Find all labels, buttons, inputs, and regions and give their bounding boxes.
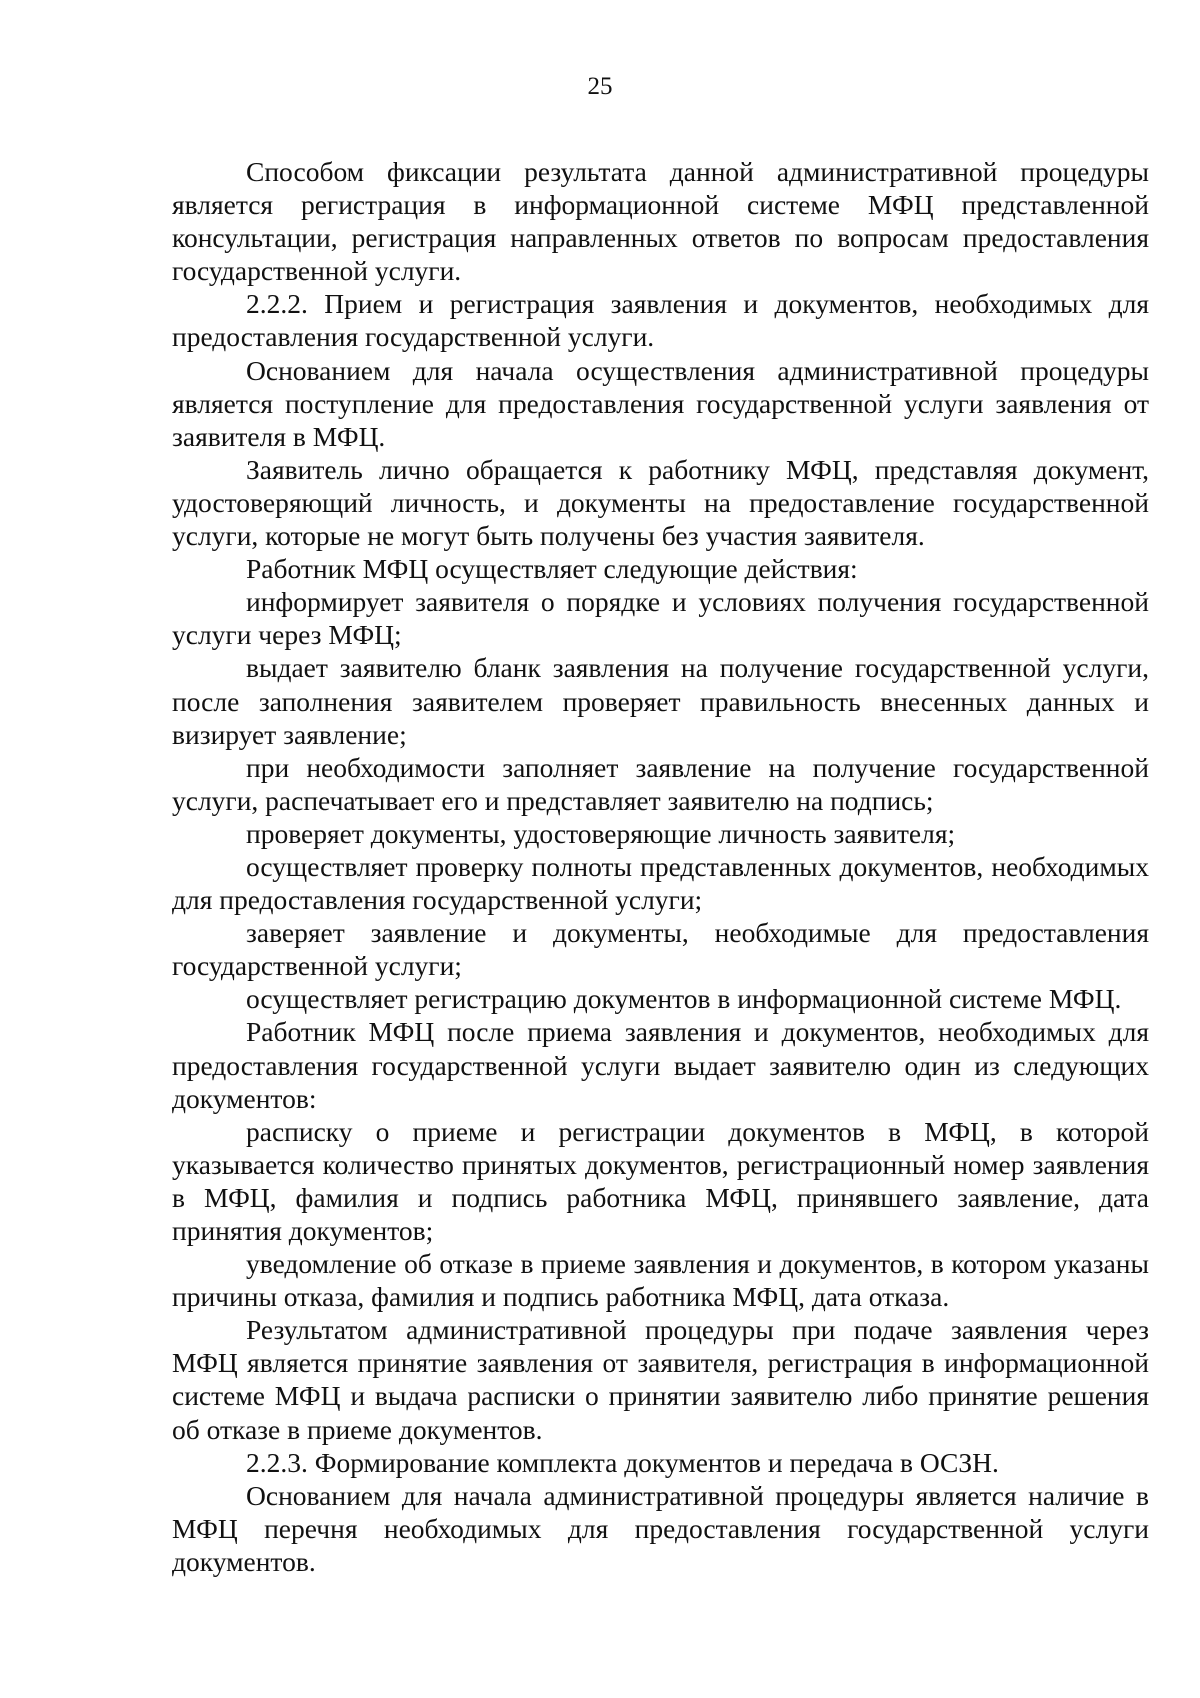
page-number: 25 [587, 73, 613, 100]
list-item: заверяет заявление и документы, необходимые для предоставления государственной услуги; [172, 917, 1149, 982]
paragraph: Способом фиксации результата данной административной процедуры является регистрация в информационной системе МФЦ представленной консультации, регистрация направленных ответов по вопросам предоставления государственной услуги. [172, 156, 1149, 287]
list-item: осуществляет проверку полноты представленных документов, необходимых для предоставления государственной услуги; [172, 850, 1149, 916]
list-item: осуществляет регистрацию документов в информационной системе МФЦ. [246, 983, 1122, 1015]
list-item: информирует заявителя о порядке и условиях получения государственной услуги через МФЦ; [172, 586, 1149, 651]
list-item: выдает заявителю бланк заявления на получение государственной услуги, после заполнения заявителем проверяет правильность внесенных данных и визирует заявление; [172, 652, 1149, 750]
document-body [172, 155, 1149, 1578]
paragraph: Заявитель лично обращается к работнику МФЦ, представляя документ, удостоверяющий личность, и документы на предоставление государственной услуги, которые не могут быть получены без участия заявителя. [172, 453, 1149, 552]
section-heading-2-2-2: 2.2.2. Прием и регистрация заявления и документов, необходимых для предоставления государственной услуги. [172, 288, 1149, 353]
paragraph: Основанием для начала осуществления административной процедуры является поступление для предоставления государственной услуги заявления от заявителя в МФЦ. [172, 354, 1149, 452]
list-item: проверяет документы, удостоверяющие личность заявителя; [246, 817, 956, 849]
paragraph: Основанием для начала административной процедуры является наличие в МФЦ перечня необходимых для предоставления государственной услуги документов. [172, 1479, 1149, 1577]
section-heading-2-2-3: 2.2.3. Формирование комплекта документов и передача в ОСЗН. [246, 1446, 999, 1478]
paragraph: Работник МФЦ осуществляет следующие действия: [246, 553, 858, 585]
list-item: уведомление об отказе в приеме заявления и документов, в котором указаны причины отказа, фамилия и подпись работника МФЦ, дата отказа. [172, 1248, 1149, 1313]
list-item: при необходимости заполняет заявление на получение государственной услуги, распечатывает его и представляет заявителю на подпись; [172, 751, 1149, 816]
paragraph: Работник МФЦ после приема заявления и документов, необходимых для предоставления государственной услуги выдает заявителю один из следующих документов: [172, 1016, 1149, 1114]
paragraph: Результатом административной процедуры при подаче заявления через МФЦ является принятие заявления от заявителя, регистрация в информационной системе МФЦ и выдача расписки о принятии заявителю либо принятие решения об отказе в приеме документов. [172, 1314, 1149, 1445]
list-item: расписку о приеме и регистрации документов в МФЦ, в которой указывается количество принятых документов, регистрационный номер заявления в МФЦ, фамилия и подпись работника МФЦ, принявшего заявление, дата принятия документов; [172, 1115, 1149, 1246]
